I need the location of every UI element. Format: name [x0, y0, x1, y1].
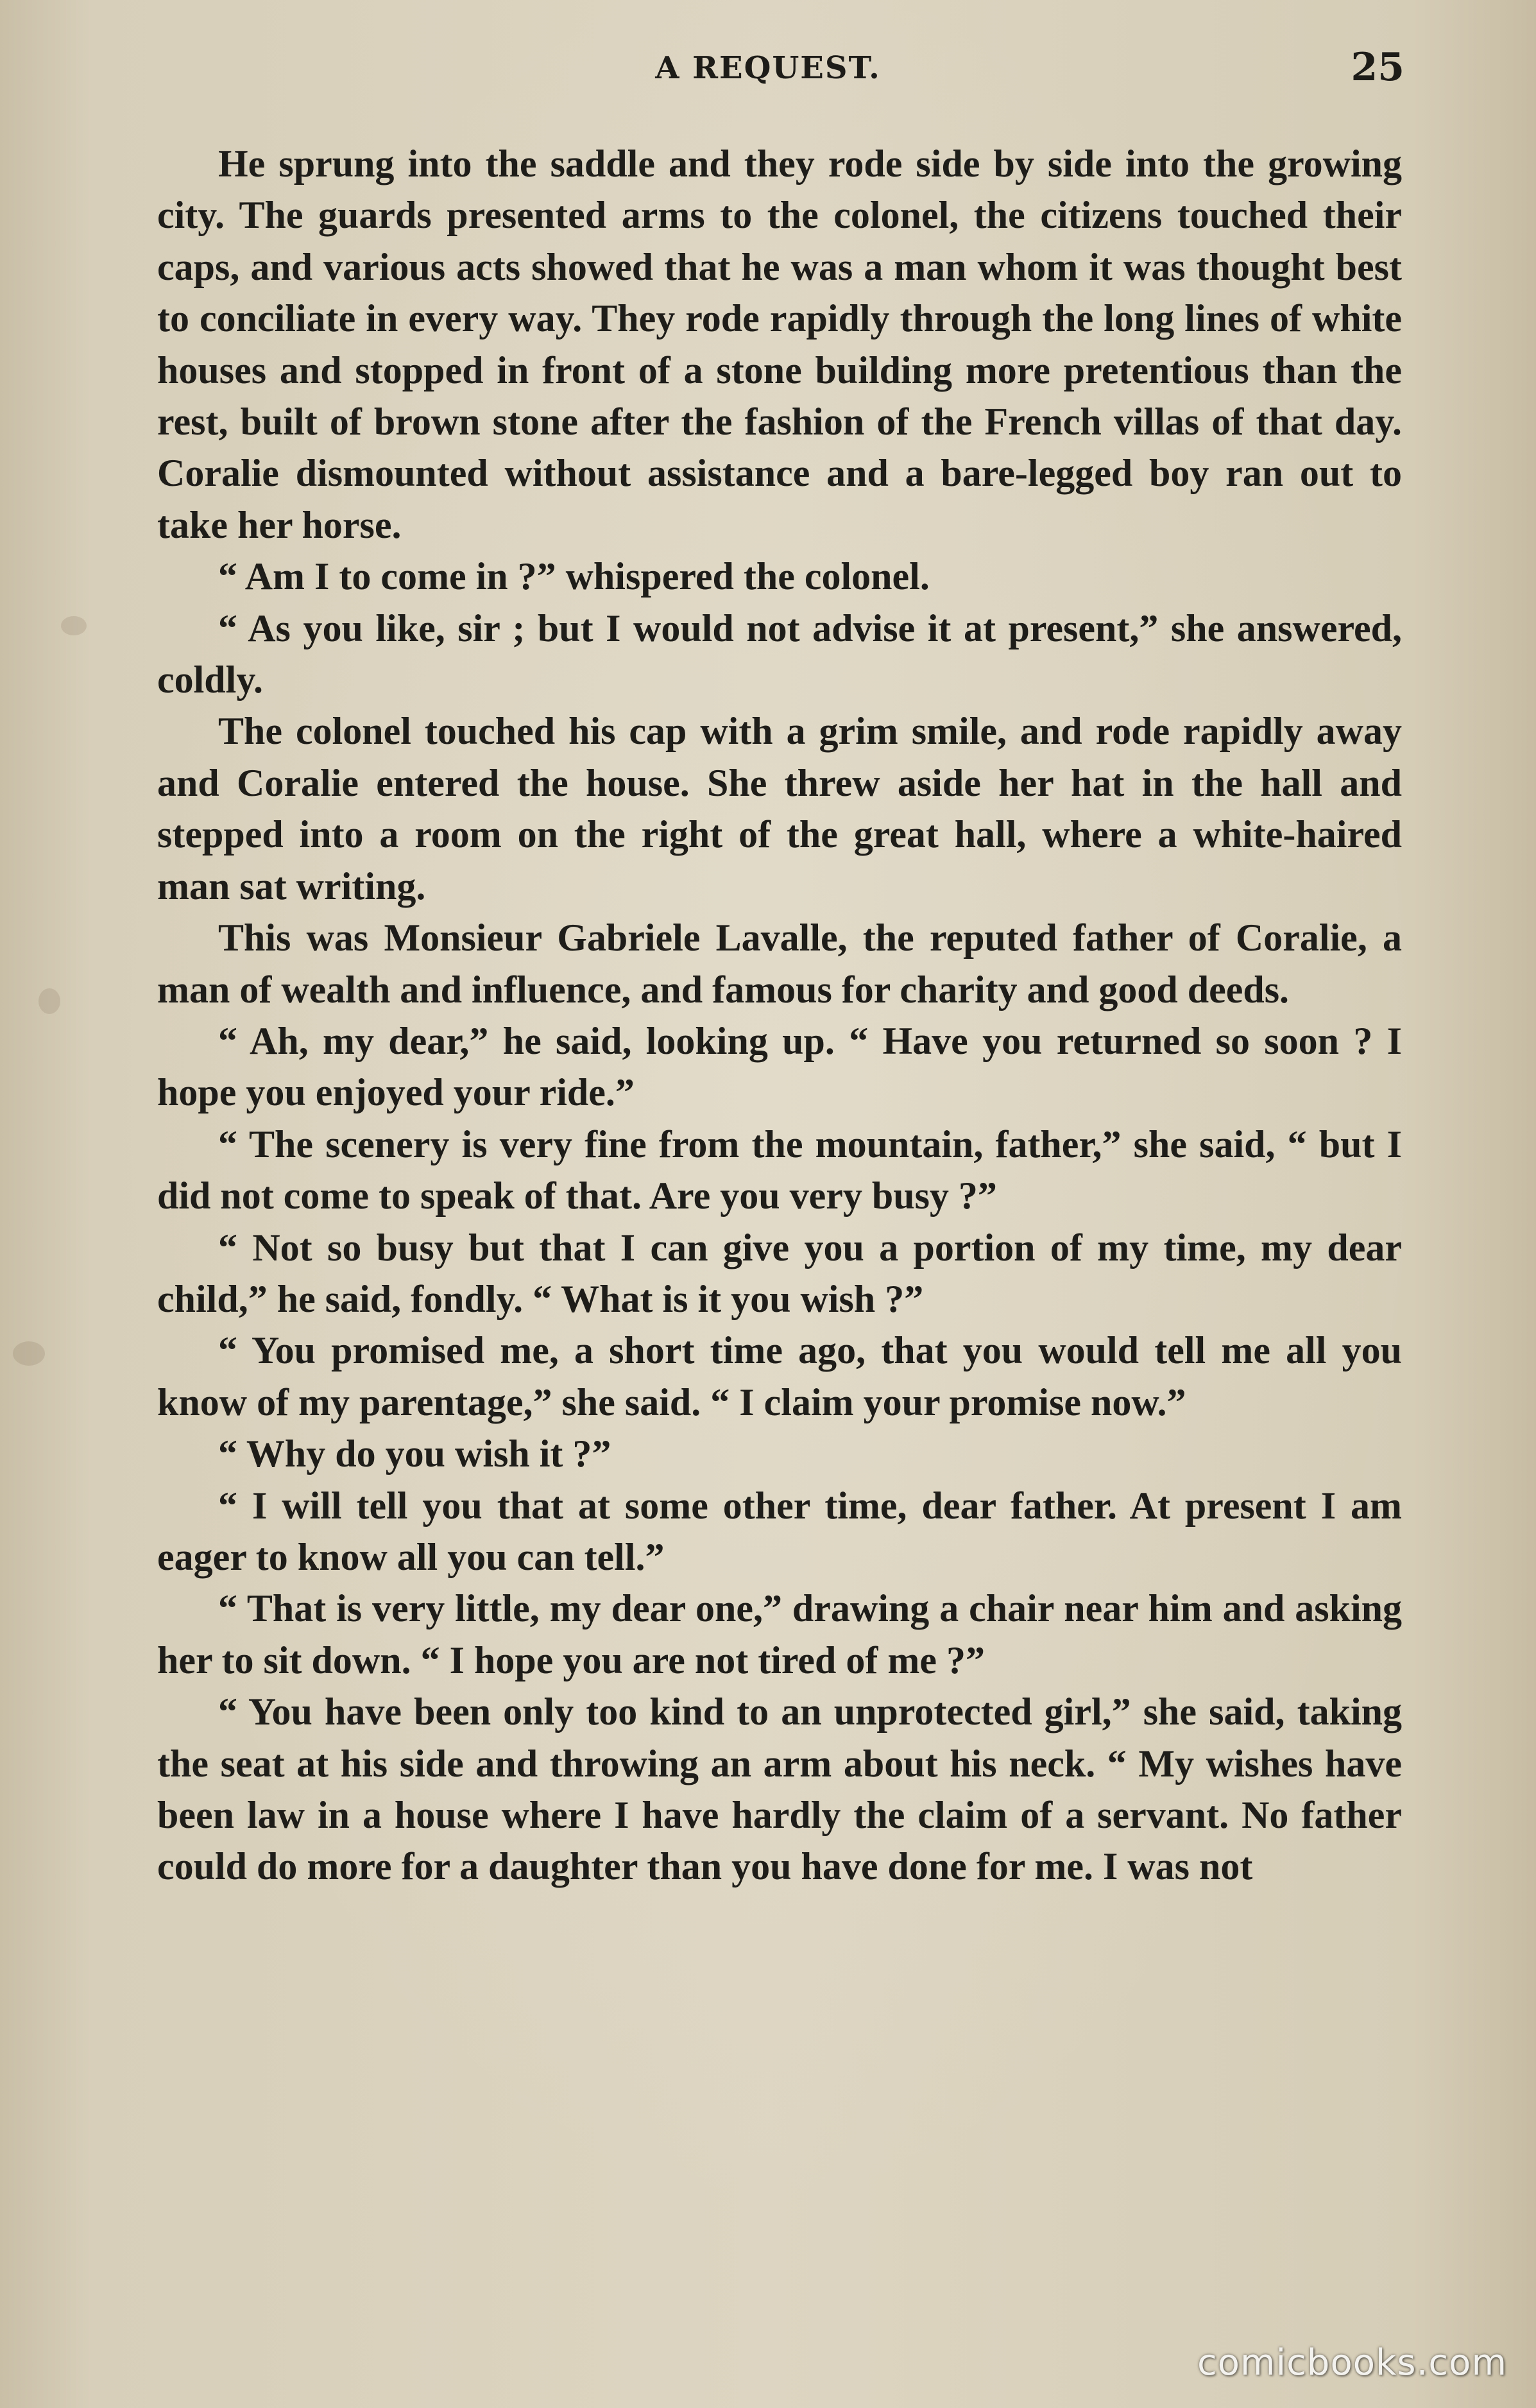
paper-stain [13, 1341, 45, 1366]
page-number: 25 [1351, 45, 1404, 90]
paragraph: “ Why do you wish it ?” [218, 1432, 611, 1475]
paragraph: “ As you like, sir ; but I would not advise it at present,” she answered, coldly. [157, 606, 1402, 701]
paper-stain [38, 988, 60, 1014]
paragraph: “ The scenery is very fine from the mountain, father,” she said, “ but I did not come to speak of that. Are you very busy ?” [157, 1122, 1402, 1217]
paragraph: “ Not so busy but that I can give you a portion of my time, my dear child,” he said, fondly. “ What is it you wish ?” [157, 1226, 1402, 1320]
paper-stain [61, 616, 87, 635]
paragraph: The colonel touched his cap with a grim smile, and rode rapidly away and Coralie entered the house. She threw aside her hat in the hall and stepped into a room on the right of the great hall, where a white-haired man sat writing. [157, 710, 1402, 907]
paragraph: “ I will tell you that at some other time, dear father. At present I am eager to know all you can tell.” [157, 1484, 1402, 1578]
paragraph: “ You promised me, a short time ago, that you would tell me all you know of my parentage,” she said. “ I claim your promise now.” [157, 1329, 1402, 1423]
running-title: A REQUEST. [655, 50, 881, 86]
paragraph: “ Ah, my dear,” he said, looking up. “ Have you returned so soon ? I hope you enjoyed your ride.” [157, 1019, 1402, 1114]
watermark: comicbooks.com [1197, 2342, 1507, 2384]
paragraph: “ You have been only too kind to an unprotected girl,” she said, taking the seat at his side and throwing an arm about his neck. “ My wishes have been law in a house where I have hardly the claim of a servant. No father could do more for a daughter than you have done for me. I was not [157, 1690, 1402, 1888]
paragraph: “ That is very little, my dear one,” drawing a chair near him and asking her to sit down. “ I hope you are not tired of me ?” [157, 1587, 1402, 1681]
paragraph: He sprung into the saddle and they rode side by side into the growing city. The guards presented arms to the colonel, the citizens touched their caps, and various acts showed that he was a man whom it was thought best to conciliate in every way. They rode rapidly through the long lines of white houses and stopped in front of a stone building more pretentious than the rest, built of brown stone after the fashion of the French villas of that day. Coralie dismounted without assistance and a bare-legged boy ran out to take her horse. [157, 142, 1402, 546]
page-header [0, 45, 1536, 116]
paragraph: “ Am I to come in ?” whispered the colonel. [218, 555, 930, 598]
body-text [157, 138, 1402, 1893]
paragraph: This was Monsieur Gabriele Lavalle, the reputed father of Coralie, a man of wealth and influence, and famous for charity and good deeds. [157, 916, 1402, 1011]
